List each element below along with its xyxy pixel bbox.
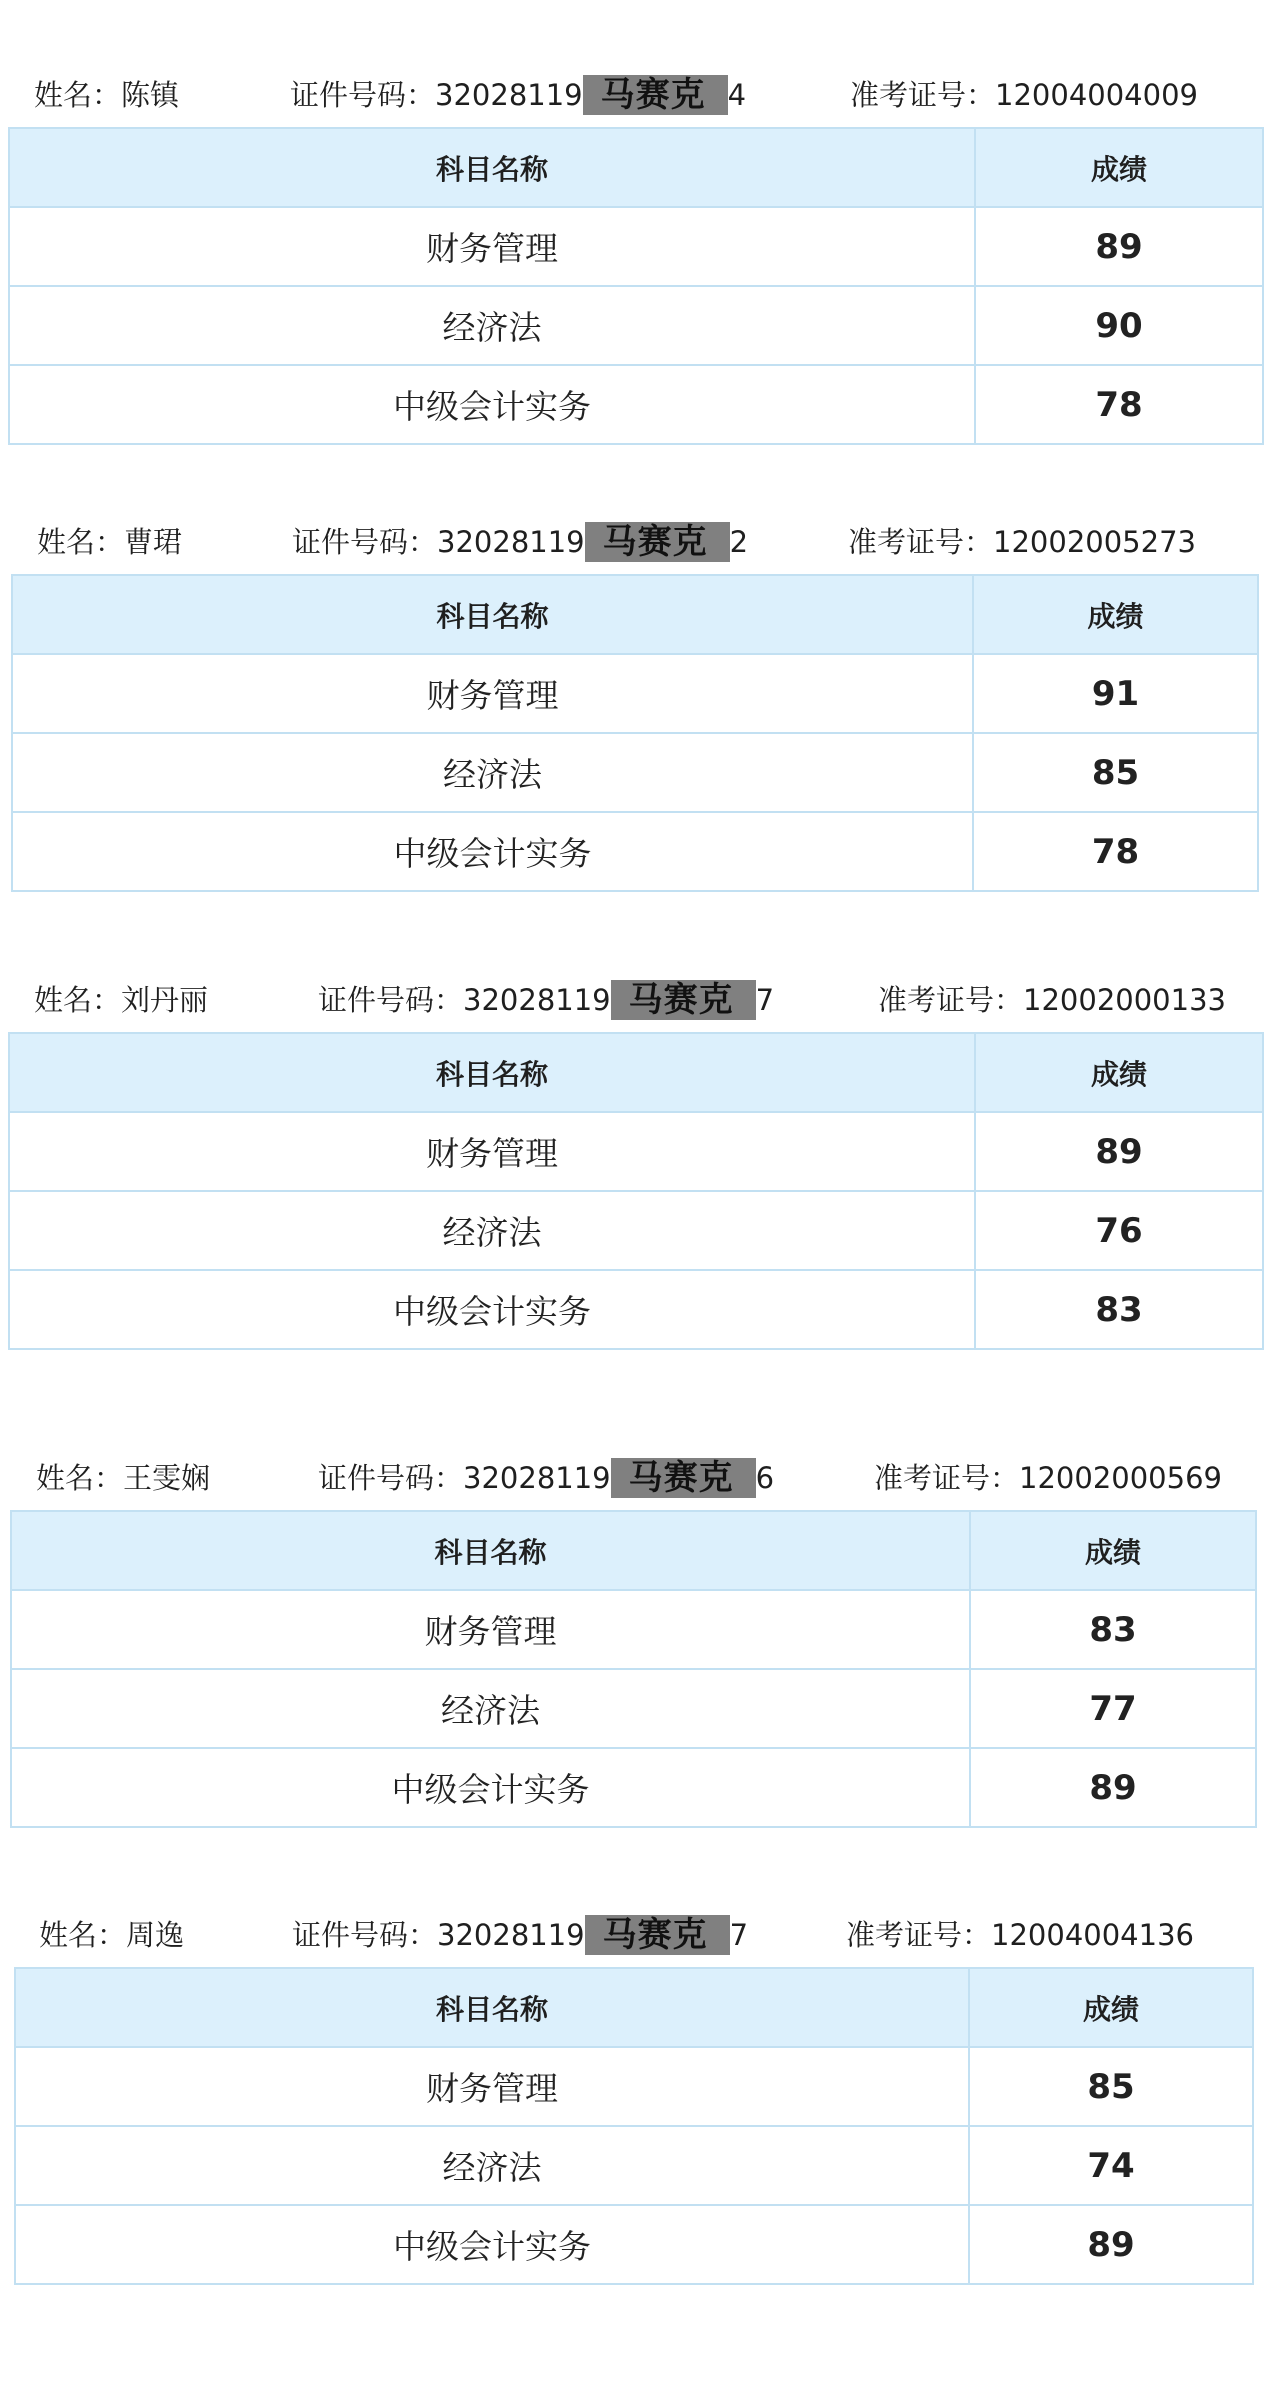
score-header: 成绩 (970, 1511, 1256, 1590)
table-header-row (11, 1511, 1256, 1590)
id-suffix: 7 (755, 983, 775, 1017)
table-header-row (15, 1968, 1253, 2047)
id-label: 证件号码： (290, 78, 436, 112)
name-value: 刘丹丽 (121, 983, 209, 1017)
subject-cell: 财务管理 (9, 1112, 975, 1191)
exam-number (850, 75, 1198, 115)
name-value: 曹珺 (124, 525, 183, 559)
table-row (12, 654, 1258, 733)
subject-cell: 财务管理 (11, 1590, 970, 1669)
subject-cell: 财务管理 (15, 2047, 969, 2126)
score-table (8, 1032, 1264, 1350)
subject-cell: 中级会计实务 (9, 1270, 975, 1349)
score-header: 成绩 (969, 1968, 1253, 2047)
table-row (9, 1191, 1263, 1270)
exam-number (848, 522, 1196, 562)
score-cell: 83 (970, 1590, 1256, 1669)
score-cell: 85 (973, 733, 1258, 812)
score-cell: 89 (970, 1748, 1256, 1827)
exam-value: 12002000133 (1023, 983, 1226, 1017)
exam-number (846, 1915, 1194, 1955)
subject-cell: 经济法 (12, 733, 973, 812)
student-name (34, 75, 179, 115)
subject-cell: 中级会计实务 (15, 2205, 969, 2284)
table-row (12, 733, 1258, 812)
table-row (9, 1112, 1263, 1191)
student-name (37, 522, 182, 562)
id-prefix: 32028119 (463, 983, 611, 1017)
subject-header: 科目名称 (12, 575, 973, 654)
id-label: 证件号码： (292, 525, 438, 559)
name-label: 姓名： (39, 1918, 127, 1952)
score-cell: 89 (975, 207, 1263, 286)
score-cell: 89 (969, 2205, 1253, 2284)
score-header: 成绩 (973, 575, 1258, 654)
subject-cell: 经济法 (15, 2126, 969, 2205)
score-cell: 83 (975, 1270, 1263, 1349)
name-label: 姓名： (34, 983, 122, 1017)
id-prefix: 32028119 (437, 1918, 585, 1952)
student-name (34, 980, 208, 1020)
mosaic-mask: 马赛克 (585, 1915, 730, 1955)
score-header: 成绩 (975, 128, 1263, 207)
table-row (9, 207, 1263, 286)
subject-cell: 经济法 (9, 1191, 975, 1270)
name-value: 王雯娴 (123, 1461, 211, 1495)
exam-label: 准考证号： (848, 525, 994, 559)
id-number (318, 980, 774, 1020)
mosaic-mask: 马赛克 (611, 1458, 756, 1498)
table-header-row (12, 575, 1258, 654)
id-suffix: 7 (729, 1918, 749, 1952)
score-header: 成绩 (975, 1033, 1263, 1112)
table-header-row (9, 1033, 1263, 1112)
exam-value: 12004004136 (991, 1918, 1194, 1952)
subject-header: 科目名称 (15, 1968, 969, 2047)
id-label: 证件号码： (318, 1461, 464, 1495)
id-number (292, 1915, 748, 1955)
id-suffix: 4 (727, 78, 747, 112)
mosaic-mask: 马赛克 (585, 522, 730, 562)
table-row (11, 1590, 1256, 1669)
subject-cell: 财务管理 (9, 207, 975, 286)
table-row (9, 286, 1263, 365)
id-prefix: 32028119 (435, 78, 583, 112)
subject-header: 科目名称 (11, 1511, 970, 1590)
exam-number (878, 980, 1226, 1020)
subject-cell: 经济法 (11, 1669, 970, 1748)
score-cell: 78 (973, 812, 1258, 891)
student-name (39, 1915, 184, 1955)
exam-label: 准考证号： (878, 983, 1024, 1017)
id-prefix: 32028119 (437, 525, 585, 559)
score-table (8, 127, 1264, 445)
subject-header: 科目名称 (9, 128, 975, 207)
subject-header: 科目名称 (9, 1033, 975, 1112)
id-number (290, 75, 746, 115)
name-value: 周逸 (126, 1918, 185, 1952)
table-row (15, 2126, 1253, 2205)
exam-value: 12002000569 (1019, 1461, 1222, 1495)
id-label: 证件号码： (318, 983, 464, 1017)
mosaic-mask: 马赛克 (583, 75, 728, 115)
table-row (11, 1669, 1256, 1748)
score-cell: 74 (969, 2126, 1253, 2205)
score-table (11, 574, 1259, 892)
table-header-row (9, 128, 1263, 207)
score-cell: 76 (975, 1191, 1263, 1270)
score-cell: 91 (973, 654, 1258, 733)
score-cell: 78 (975, 365, 1263, 444)
id-number (292, 522, 748, 562)
score-cell: 77 (970, 1669, 1256, 1748)
exam-label: 准考证号： (850, 78, 996, 112)
id-number (318, 1458, 774, 1498)
score-record-2 (0, 522, 1280, 922)
subject-cell: 财务管理 (12, 654, 973, 733)
subject-cell: 中级会计实务 (9, 365, 975, 444)
exam-value: 12004004009 (995, 78, 1198, 112)
id-suffix: 6 (755, 1461, 775, 1495)
student-name (36, 1458, 210, 1498)
exam-label: 准考证号： (846, 1918, 992, 1952)
name-label: 姓名： (36, 1461, 124, 1495)
score-cell: 85 (969, 2047, 1253, 2126)
subject-cell: 中级会计实务 (12, 812, 973, 891)
score-cell: 89 (975, 1112, 1263, 1191)
table-row (11, 1748, 1256, 1827)
id-prefix: 32028119 (463, 1461, 611, 1495)
table-row (12, 812, 1258, 891)
name-label: 姓名： (34, 78, 122, 112)
mosaic-mask: 马赛克 (611, 980, 756, 1020)
table-row (9, 365, 1263, 444)
score-record-1 (0, 75, 1280, 475)
name-value: 陈镇 (121, 78, 180, 112)
exam-label: 准考证号： (874, 1461, 1020, 1495)
id-label: 证件号码： (292, 1918, 438, 1952)
score-record-3 (0, 980, 1280, 1380)
subject-cell: 中级会计实务 (11, 1748, 970, 1827)
id-suffix: 2 (729, 525, 749, 559)
table-row (15, 2047, 1253, 2126)
score-table (14, 1967, 1254, 2285)
exam-value: 12002005273 (993, 525, 1196, 559)
subject-cell: 经济法 (9, 286, 975, 365)
score-record-4 (0, 1458, 1280, 1858)
exam-number (874, 1458, 1222, 1498)
name-label: 姓名： (37, 525, 125, 559)
score-table (10, 1510, 1257, 1828)
score-cell: 90 (975, 286, 1263, 365)
score-record-5 (0, 1915, 1280, 2315)
table-row (9, 1270, 1263, 1349)
table-row (15, 2205, 1253, 2284)
